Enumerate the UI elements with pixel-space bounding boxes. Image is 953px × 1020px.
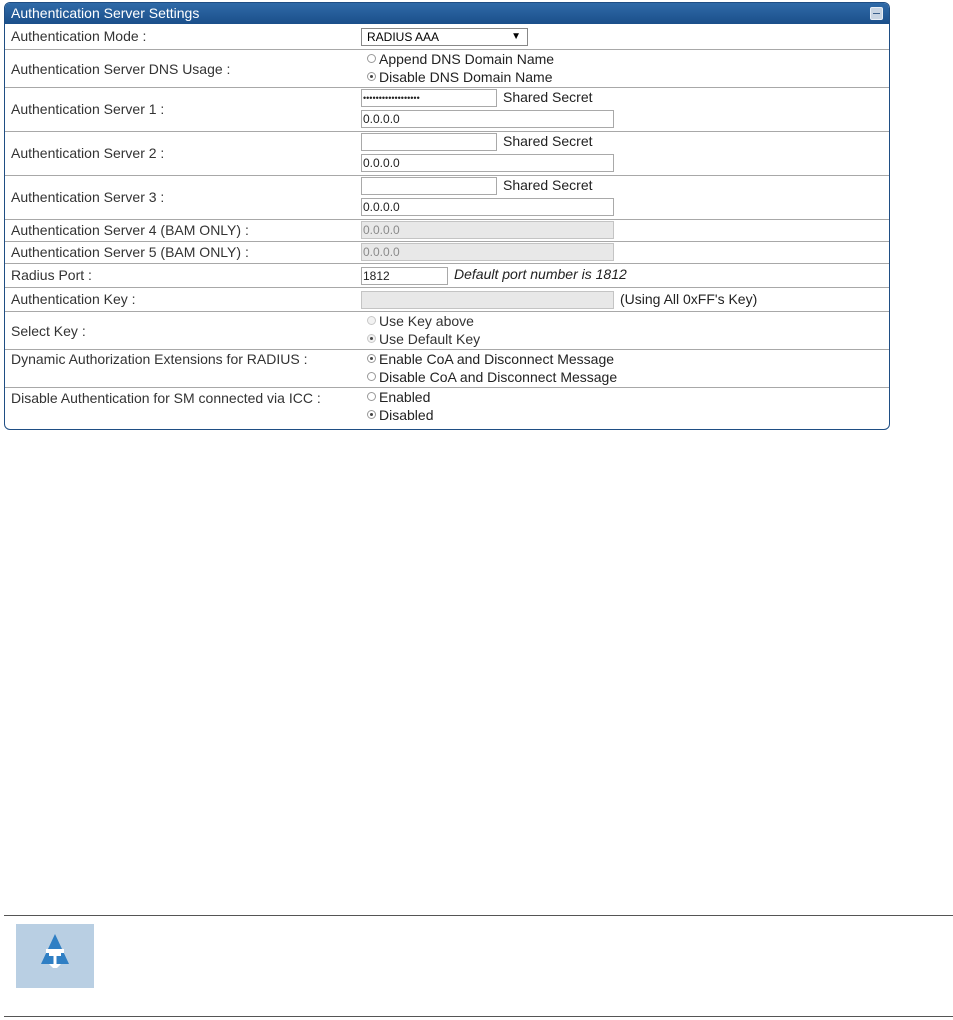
chevron-down-icon: ▼ — [511, 31, 521, 42]
radio-label: Disabled — [379, 407, 434, 423]
radio-label: Use Default Key — [379, 331, 481, 347]
radio-off-icon — [367, 54, 376, 63]
server-2-address-input[interactable]: 0.0.0.0 — [361, 154, 614, 172]
row-dns-usage — [5, 50, 889, 88]
auth-key-hint: (Using All 0xFF's Key) — [620, 291, 758, 307]
row-server-2 — [5, 132, 889, 176]
server-2-secret-input[interactable] — [361, 133, 497, 151]
row-server-4 — [5, 220, 889, 242]
row-icc — [5, 388, 889, 428]
server-1-secret-input[interactable]: •••••••••••••••••• — [361, 89, 497, 107]
row-dynamic-auth-ext — [5, 350, 889, 388]
radio-on-icon — [367, 334, 376, 343]
radius-port-hint: Default port number is 1812 — [454, 266, 627, 282]
server-2-secret-label: Shared Secret — [503, 133, 593, 149]
server-3-label: Authentication Server 3 : — [11, 189, 165, 205]
icc-label: Disable Authentication for SM connected via ICC : — [11, 390, 321, 406]
radio-label: Enabled — [379, 389, 431, 405]
pushpin-icon — [16, 924, 94, 988]
auth-mode-label: Authentication Mode : — [11, 28, 147, 44]
server-3-secret-label: Shared Secret — [503, 177, 593, 193]
radius-port-input[interactable]: 1812 — [361, 267, 448, 285]
server-1-address-input[interactable]: 0.0.0.0 — [361, 110, 614, 128]
row-auth-key — [5, 288, 889, 312]
server-5-label: Authentication Server 5 (BAM ONLY) : — [11, 244, 249, 260]
radio-append-dns[interactable] — [367, 50, 554, 69]
row-radius-port — [5, 264, 889, 288]
select-key-label: Select Key : — [11, 323, 86, 339]
note-bottom-rule — [4, 1016, 953, 1017]
server-2-label: Authentication Server 2 : — [11, 145, 165, 161]
radio-enable-coa[interactable] — [367, 350, 614, 369]
row-auth-mode — [5, 24, 889, 50]
radio-off-icon — [367, 372, 376, 381]
panel-title: Authentication Server Settings — [11, 5, 200, 21]
radio-label: Disable CoA and Disconnect Message — [379, 369, 618, 385]
radio-on-icon — [367, 72, 376, 81]
row-server-3 — [5, 176, 889, 220]
radio-use-key-above[interactable] — [367, 312, 474, 331]
radio-label: Append DNS Domain Name — [379, 51, 555, 67]
radio-label: Enable CoA and Disconnect Message — [379, 351, 615, 367]
dns-usage-label: Authentication Server DNS Usage : — [11, 61, 231, 77]
panel-header — [5, 3, 889, 24]
auth-key-label: Authentication Key : — [11, 291, 136, 307]
radio-icc-disabled[interactable] — [367, 406, 433, 425]
server-1-label: Authentication Server 1 : — [11, 101, 165, 117]
row-server-5 — [5, 242, 889, 264]
auth-server-settings-panel — [4, 2, 890, 430]
server-1-secret-label: Shared Secret — [503, 89, 593, 105]
row-select-key — [5, 312, 889, 350]
auth-mode-value: RADIUS AAA — [367, 30, 440, 44]
radio-icc-enabled[interactable] — [367, 388, 430, 407]
radio-disable-coa[interactable] — [367, 368, 617, 387]
radio-use-default-key[interactable] — [367, 330, 480, 349]
radio-on-icon — [367, 354, 376, 363]
server-3-secret-input[interactable] — [361, 177, 497, 195]
server-4-address-input: 0.0.0.0 — [361, 221, 614, 239]
radio-off-icon — [367, 316, 376, 325]
radio-off-icon — [367, 392, 376, 401]
server-4-label: Authentication Server 4 (BAM ONLY) : — [11, 222, 249, 238]
auth-mode-select[interactable] — [361, 28, 528, 46]
collapse-icon[interactable] — [870, 7, 883, 20]
row-server-1 — [5, 88, 889, 132]
radio-label: Disable DNS Domain Name — [379, 69, 553, 85]
auth-key-input — [361, 291, 614, 309]
radio-disable-dns[interactable] — [367, 68, 553, 87]
server-5-address-input: 0.0.0.0 — [361, 243, 614, 261]
server-3-address-input[interactable]: 0.0.0.0 — [361, 198, 614, 216]
note-top-rule — [4, 915, 953, 916]
radio-label: Use Key above — [379, 313, 474, 329]
radius-port-label: Radius Port : — [11, 267, 92, 283]
radio-on-icon — [367, 410, 376, 419]
dae-label: Dynamic Authorization Extensions for RADIUS : — [11, 351, 308, 367]
